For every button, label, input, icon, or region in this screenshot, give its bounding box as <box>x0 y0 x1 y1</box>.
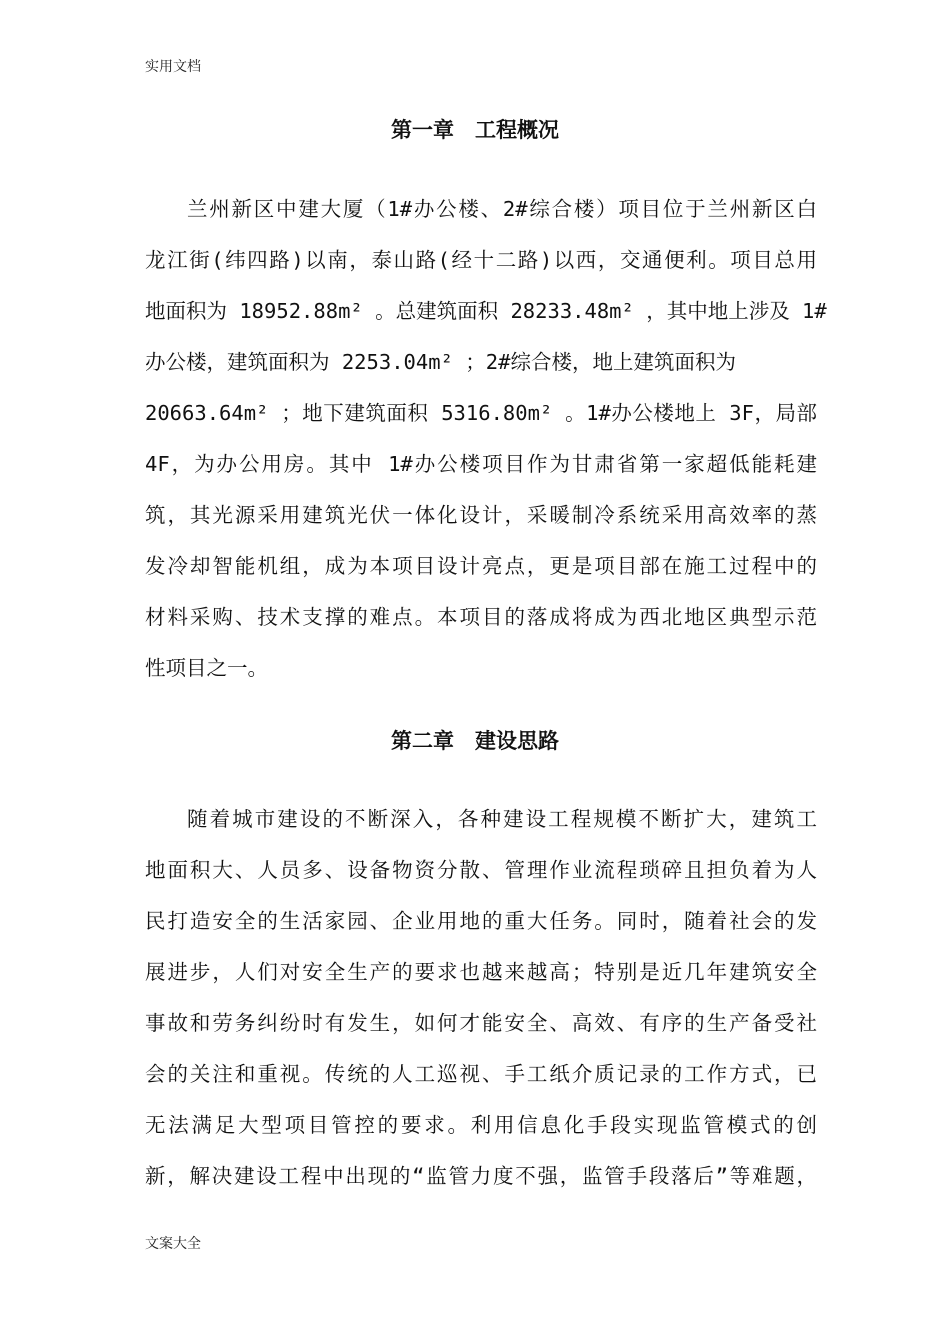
paragraph-line: 20663.64m² ；地下建筑面积 5316.80m² 。1#办公楼地上 3F，局部 <box>145 401 817 425</box>
paragraph-line: 材料采购、技术支撑的难点。本项目的落成将成为西北地区典型示范 <box>145 605 817 629</box>
paragraph-line: 展进步，人们对安全生产的要求也越来越高；特别是近几年建筑安全 <box>145 960 817 984</box>
paragraph-line: 兰州新区中建大厦（1#办公楼、2#综合楼）项目位于兰州新区白 <box>187 197 817 221</box>
paragraph-line: 地面积大、人员多、设备物资分散、管理作业流程琐碎且担负着为人 <box>145 858 817 882</box>
paragraph-line: 随着城市建设的不断深入，各种建设工程规模不断扩大，建筑工 <box>187 807 817 831</box>
chapter-1-paragraph <box>145 184 827 694</box>
paragraph-line: 新，解决建设工程中出现的“监管力度不强，监管手段落后”等难题， <box>145 1164 817 1188</box>
paragraph-line: 性项目之一。 <box>145 656 268 680</box>
paragraph-line: 事故和劳务纠纷时有发生，如何才能安全、高效、有序的生产备受社 <box>145 1011 817 1035</box>
paragraph-line: 发冷却智能机组，成为本项目设计亮点，更是项目部在施工过程中的 <box>145 554 817 578</box>
paragraph-line: 会的关注和重视。传统的人工巡视、手工纸介质记录的工作方式，已 <box>145 1062 817 1086</box>
page-header: 实用文档 <box>145 59 201 75</box>
paragraph-line: 办公楼，建筑面积为 2253.04m² ；2#综合楼，地上建筑面积为 <box>145 350 736 374</box>
chapter-title-1: 第一章 工程概况 <box>391 118 559 142</box>
paragraph-line: 筑，其光源采用建筑光伏一体化设计，采暖制冷系统采用高效率的蒸 <box>145 503 817 527</box>
paragraph-line: 无法满足大型项目管控的要求。利用信息化手段实现监管模式的创 <box>145 1113 817 1137</box>
paragraph-line: 龙江街(纬四路)以南，泰山路(经十二路)以西，交通便利。项目总用 <box>145 248 817 272</box>
chapter-2-paragraph <box>145 794 817 1202</box>
paragraph-line: 民打造安全的生活家园、企业用地的重大任务。同时，随着社会的发 <box>145 909 817 933</box>
paragraph-line: 4F，为办公用房。其中 1#办公楼项目作为甘肃省第一家超低能耗建 <box>145 452 817 476</box>
paragraph-line: 地面积为 18952.88m² 。总建筑面积 28233.48m² ，其中地上涉及 1# <box>145 299 827 323</box>
chapter-title-2: 第二章 建设思路 <box>391 729 559 753</box>
page-footer: 文案大全 <box>145 1236 201 1252</box>
